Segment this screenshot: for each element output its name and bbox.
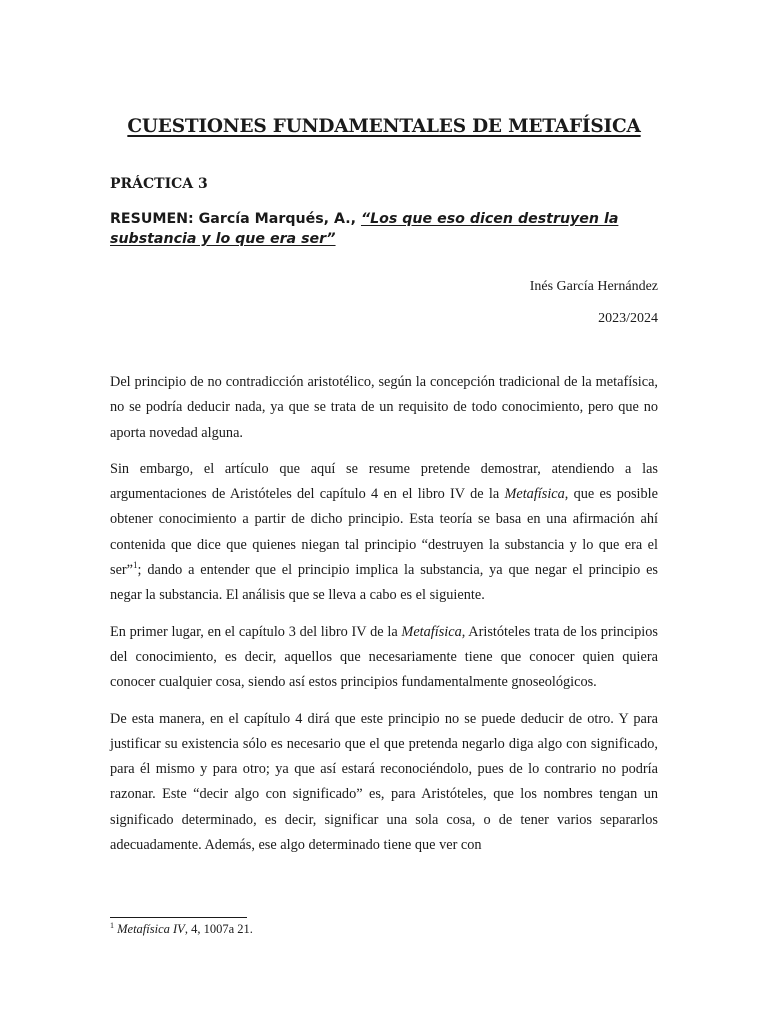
paragraph-3-emphasis: Metafísica: [401, 623, 462, 640]
footnote-number: 1: [110, 920, 114, 930]
paragraph-2-part-b: , que es posible obtener conocimiento a partir de dicho principio. Esta teoría se basa en una afirmación ahí contenida que dice que quienes niegan tal principio “destruyen la substancia y lo que era el ser”: [110, 486, 658, 579]
paragraph-2: [110, 457, 658, 609]
footnote: [110, 922, 253, 937]
footnote-reference: 1: [133, 560, 138, 571]
paragraph-3: [110, 620, 658, 696]
footnote-source-location: , 4, 1007a 21.: [184, 922, 253, 936]
footnote-source-title: Metafísica IV: [117, 922, 185, 936]
paragraph-4: De esta manera, en el capítulo 4 dirá que este principio no se puede deducir de otro. Y para justificar su existencia sólo es necesario que el que pretenda negarlo diga algo con significado, para él mismo y para otro; ya que así estará reconociéndolo, pues de lo contrario no podría razonar. Este “decir algo con significado” es, para Aristóteles, que los nombres tengan un significado determinado, es decir, significar una sola cosa, o de tener varios separarlos adecuadamente. Además, ese algo determinado tiene que ver con: [110, 710, 658, 854]
author-name: Inés García Hernández: [529, 279, 658, 294]
practice-heading: PRÁCTICA 3: [110, 176, 208, 192]
paragraph-1: Del principio de no contradicción aristotélico, según la concepción tradicional de la metafísica, no se podría deducir nada, ya que se trata de un requisito de todo conocimiento, pero que no aporta novedad alguna.: [110, 374, 658, 441]
summary-work-title: “Los que eso dicen destruyen la substancia y lo que era ser”: [110, 211, 619, 247]
body-text: [110, 370, 658, 869]
paragraph-2-part-c: ; dando a entender que el principio implica la substancia, ya que negar el principio es negar la substancia. El análisis que se lleva a cabo es el siguiente.: [110, 562, 658, 604]
paragraph-2-part-a: Sin embargo, el artículo que aquí se resume pretende demostrar, atendiendo a las argumentaciones de Aristóteles del capítulo 4 en el libro IV de la: [110, 460, 658, 503]
document-title: CUESTIONES FUNDAMENTALES DE METAFÍSICA: [127, 116, 641, 137]
paragraph-3-part-a: En primer lugar, en el capítulo 3 del libro IV de la: [110, 623, 402, 640]
paragraph-2-emphasis: Metafísica: [504, 486, 565, 503]
paragraph-3-part-b: , Aristóteles trata de los principios del conocimiento, es decir, aquellos que necesariamente tiene que conocer quien quiera conocer cualquier cosa, siendo así estos principios fundamentalmente gnoseológicos.: [110, 623, 658, 691]
footnote-separator: [110, 917, 247, 918]
summary-prefix: RESUMEN: García Marqués, A.,: [110, 211, 361, 227]
academic-year: 2023/2024: [598, 311, 658, 326]
summary-heading: [110, 209, 650, 249]
